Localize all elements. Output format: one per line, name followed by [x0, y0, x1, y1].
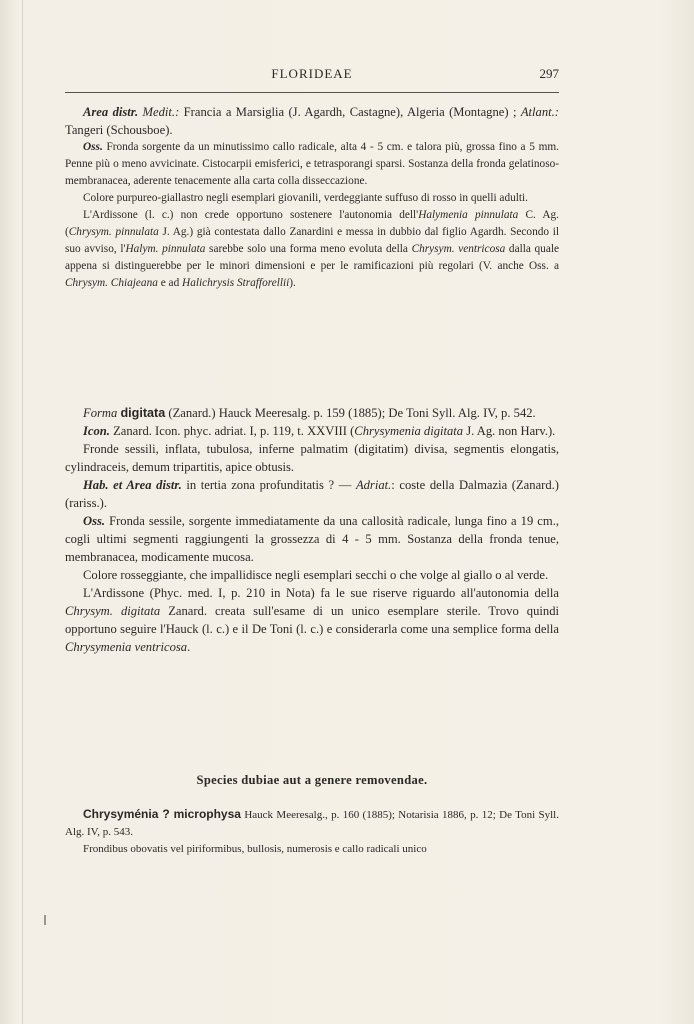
species-citation: Hauck Meeresalg., p. 160 (1885); Notarisia 1886, p. 12; De Toni Syll. Alg. IV, p. 543. [65, 809, 559, 838]
text-run: L'Ardissone (l. c.) non crede opportuno sostenere l'autonomia dell' [83, 209, 419, 221]
header-rule [65, 92, 559, 93]
taxon-name: Halym. pinnulata [125, 243, 206, 255]
area-medit-text: Francia a Marsiglia (J. Agardh, Castagne), Algeria (Montagne) ; [179, 105, 517, 119]
text-run: sarebbe solo una forma meno evoluta della [205, 243, 412, 255]
paragraph-colore-2: Colore rosseggiante, che impallidisce negli esemplari secchi o che volge al giallo o al verde. [83, 568, 549, 582]
paragraph-ardissone-2 [65, 584, 559, 656]
paragraph-forma [65, 404, 559, 422]
section-heading-species-dubiae: Species dubiae aut a genere removendae. [196, 773, 428, 787]
taxon-name: Halymenia pinnulata [418, 209, 519, 221]
section-forma-digitata [65, 404, 559, 656]
taxon-name: Chrysym. ventricosa [411, 243, 506, 255]
paragraph-microphysa [65, 806, 559, 841]
taxon-name: Chrysym. digitata [65, 604, 161, 618]
paragraph-latin-diagnosis: Fronde sessili, inflata, tubulosa, inferne palmatim (digitatim) divisa, segmentis elongatis, cylindraceis, demum tripartitis, apice obtusis. [65, 442, 559, 474]
text-run: : coste della Dalmazia (Zanard.) (rariss.). [65, 478, 559, 510]
taxon-name: Halichrysis Strafforellii [182, 277, 290, 289]
paragraph-colore: Colore purpureo-giallastro negli esemplari giovanili, verdeggiante suffuso di rosso in quelli adulti. [83, 192, 528, 204]
text-run: dalla quale appena si distinguerebbe per le minori dimensioni e per le ramificazioni più regolari (V. anche Oss. a [65, 243, 559, 272]
text-run: L'Ardissone (Phyc. med. I, p. 210 in Nota) fa le sue riserve riguardo all'autonomia della [83, 586, 559, 600]
region-name: Adriat. [355, 478, 392, 492]
page-gutter-line [22, 0, 23, 1024]
oss-text: Fronda sorgente da un minutissimo callo radicale, alta 4 - 5 cm. e talora più, grossa fino a 5 mm. Penne più o meno avvicinate. Cistocarpii emisferici, e tetrasporangi sparsi. Sostanza della fronda gelatinoso-membranacea, aderente tenacemente alla carta colla disseccazione. [65, 141, 559, 187]
species-name: Chrysyménia ? microphysa [83, 807, 241, 821]
text-run: C. Ag. ( [65, 209, 560, 238]
text-run: ). [289, 277, 296, 289]
taxon-name: Chrysym. Chiajeana [65, 277, 158, 289]
running-title: FLORIDEAE [271, 66, 353, 81]
text-run: Zanard. creata sull'esame di un unico esemplare sterile. Trovo quindi opportuno seguire l'Hauck (l. c.) e il De Toni (l. c.) e considerarla come una semplice forma della [65, 604, 559, 636]
text-run: . [187, 640, 191, 654]
text-run: J. Ag. non Harv.). [463, 424, 556, 438]
area-medit-label: Medit.: [142, 105, 180, 119]
text-run: Zanard. Icon. phyc. adriat. I, p. 119, t. XXVIII ( [109, 424, 355, 438]
hab-label: Hab. et Area distr. [83, 478, 182, 492]
taxon-name: Chrysym. pinnulata [68, 226, 159, 238]
forma-label: Forma [83, 406, 118, 420]
paragraph-microphysa-description: Frondibus obovatis vel piriformibus, bullosis, numerosis e callo radicali unico [83, 843, 427, 855]
oss-label: Oss. [83, 514, 106, 528]
oss-label: Oss. [83, 141, 103, 153]
section-species-dubiae [65, 806, 559, 858]
paragraph-oss-2 [65, 512, 559, 566]
area-atlant-label: Atlant.: [520, 105, 559, 119]
forma-name: digitata [120, 406, 166, 420]
icon-label: Icon. [83, 424, 110, 438]
oss-text: Fronda sessile, sorgente immediatamente da una callosità radicale, lunga fino a 19 cm., cogli ultimi segmenti raggiungenti la grossezza di 4 - 5 mm. Sostanza della fronda tenue, membranacea, modicamente mucosa. [65, 514, 559, 564]
forma-citation: (Zanard.) Hauck Meeresalg. p. 159 (1885); De Toni Syll. Alg. IV, p. 542. [165, 406, 536, 420]
paragraph-icon [65, 422, 559, 440]
text-run: in tertia zona profunditatis ? — [181, 478, 356, 492]
margin-mark [44, 915, 46, 925]
paragraph-oss [65, 139, 559, 190]
text-run: e ad [157, 277, 183, 289]
page-number: 297 [539, 66, 559, 81]
page-header [65, 66, 559, 86]
paragraph-ardissone [65, 207, 559, 292]
taxon-name: Chrysymenia digitata [354, 424, 464, 438]
paragraph-habitat [65, 476, 559, 512]
area-distr-label: Area distr. [83, 105, 139, 119]
text-run: J. Ag.) già contestata dallo Zanardini e messa in dubbio dal figlio Agardh. Secondo il suo avviso, l' [65, 226, 559, 255]
taxon-name: Chrysymenia ventricosa [65, 640, 188, 654]
area-atlant-text: Tangeri (Schousboe). [65, 123, 173, 137]
paragraph-area-distr [65, 103, 559, 139]
section-area-distribution [65, 103, 559, 292]
